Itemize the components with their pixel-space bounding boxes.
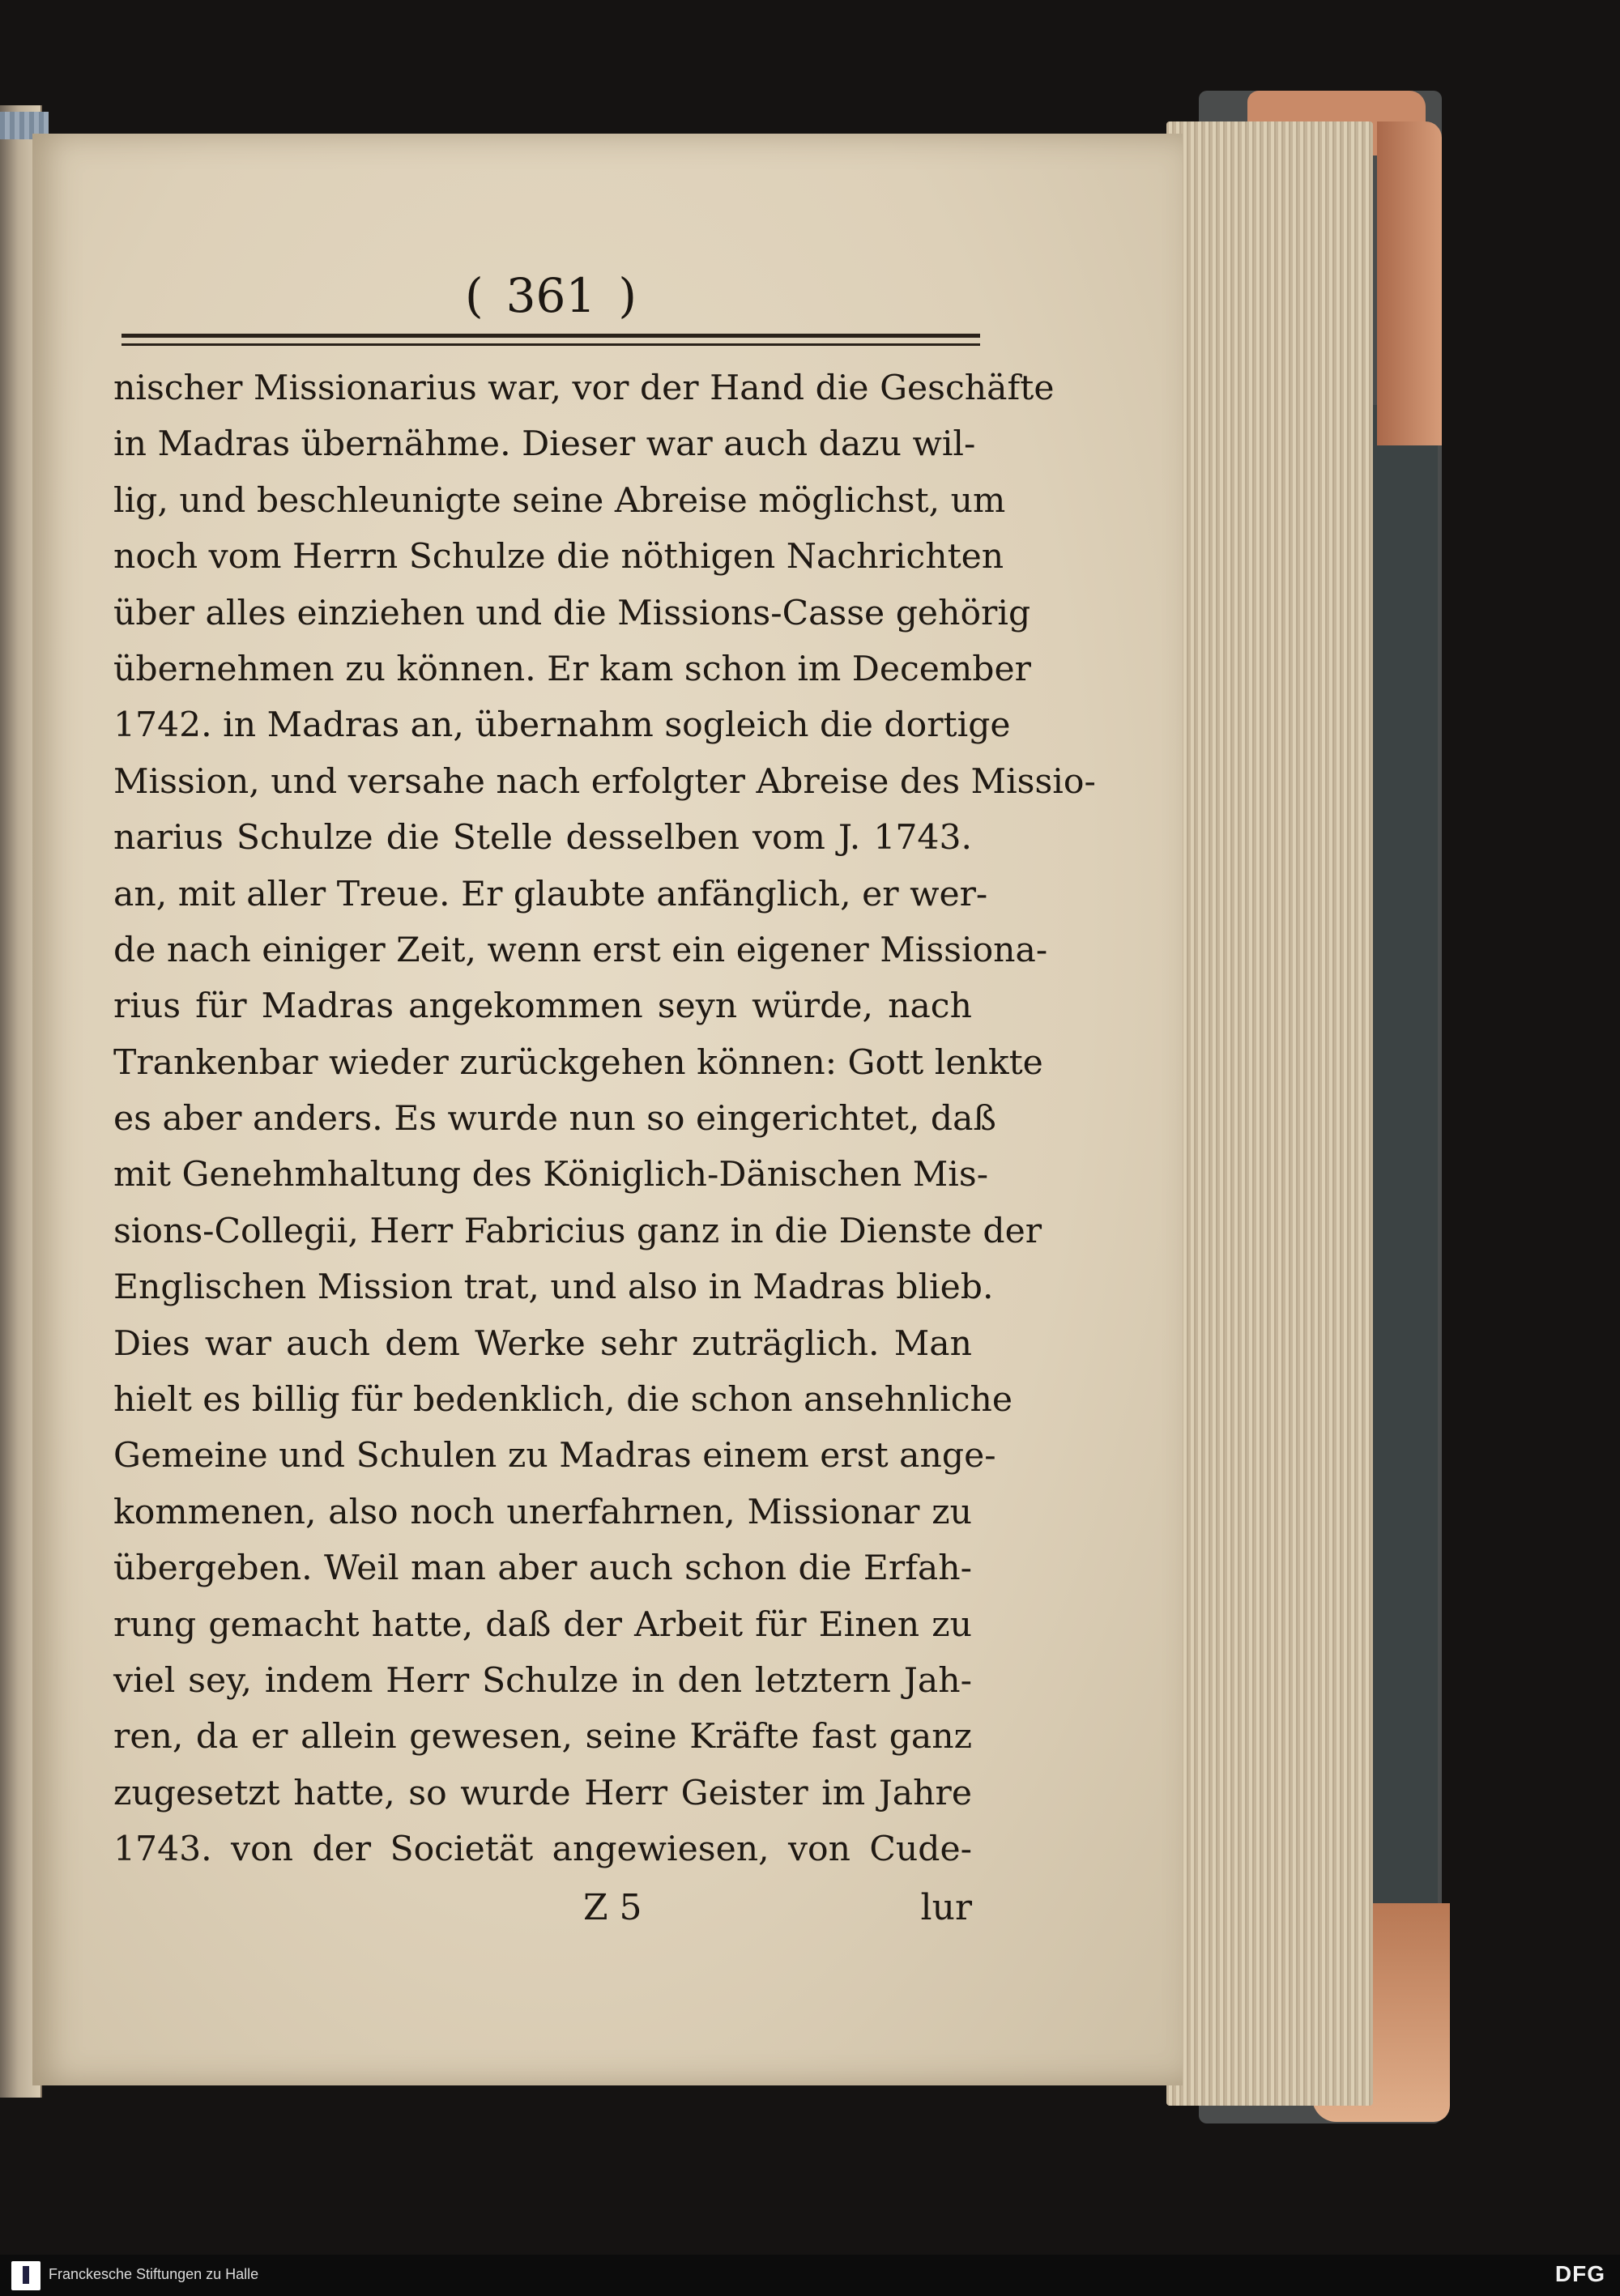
header-rule-thin (122, 343, 980, 346)
text-line: Englischen Mission trat, und also in Madras blieb. (113, 1267, 994, 1308)
text-line: viel sey, indem Herr Schulze in den letztern Jah- (113, 1660, 972, 1701)
text-line: übergeben. Weil man aber auch schon die Erfah- (113, 1548, 972, 1589)
text-line: de nach einiger Zeit, wenn erst ein eigener Missiona- (113, 930, 1048, 970)
institution-name[interactable]: Franckesche Stiftungen zu Halle (49, 2266, 259, 2282)
leather-corner-top-right (1377, 121, 1442, 445)
text-line: 1743. von der Societät angewiesen, von Cude- (113, 1830, 972, 1870)
signature-mark: Z 5 (583, 1887, 642, 1928)
text-line: zugesetzt hatte, so wurde Herr Geister im Jahre (113, 1773, 972, 1813)
text-line: Gemeine und Schulen zu Madras einem erst ange- (113, 1436, 996, 1476)
text-line: Trankenbar wieder zurückgehen können: Gott lenkte (113, 1042, 1043, 1083)
catchword: lur (920, 1887, 972, 1928)
text-line: Mission, und versahe nach erfolgter Abreise des Missio- (113, 761, 1096, 802)
header-open-paren: ( (465, 268, 484, 323)
text-line: sions-Collegii, Herr Fabricius ganz in die Dienste der (113, 1211, 1042, 1251)
page-number: 361 (505, 268, 596, 323)
page-header (122, 259, 980, 332)
viewer-footer-bar (0, 2255, 1620, 2296)
text-line: über alles einziehen und die Missions-Casse gehörig (113, 593, 1031, 633)
header-rule (122, 334, 980, 338)
text-line: mit Genehmhaltung des Königlich-Dänischen Mis- (113, 1155, 989, 1195)
text-line: rius für Madras angekommen seyn würde, nach (113, 986, 972, 1027)
text-line: kommenen, also noch unerfahrnen, Missionar zu (113, 1492, 972, 1532)
text-line: narius Schulze die Stelle desselben vom J. 1743. (113, 818, 972, 858)
text-line: ren, da er allein gewesen, seine Kräfte fast ganz (113, 1717, 972, 1757)
text-line: in Madras übernähme. Dieser war auch dazu wil- (113, 424, 976, 465)
text-line: rung gemacht hatte, daß der Arbeit für Einen zu (113, 1604, 972, 1645)
franckesche-stiftungen-logo-icon[interactable] (11, 2261, 40, 2290)
page-footer (113, 1887, 972, 1944)
header-close-paren: ) (618, 268, 637, 323)
text-line: nischer Missionarius war, vor der Hand die Geschäfte (113, 368, 1055, 408)
text-line: übernehmen zu können. Er kam schon im December (113, 649, 1031, 689)
page-block-edge (1166, 121, 1373, 2106)
dfg-logo[interactable]: DFG (1554, 2261, 1605, 2286)
text-line: es aber anders. Es wurde nun so eingerichtet, daß (113, 1099, 996, 1139)
text-line: an, mit aller Treue. Er glaubte anfänglich, er wer- (113, 874, 988, 914)
text-line: Dies war auch dem Werke sehr zuträglich. Man (113, 1323, 972, 1364)
cover-cloth (1369, 405, 1438, 1944)
text-line: 1742. in Madras an, übernahm sogleich die dortige (113, 705, 1011, 746)
text-line: hielt es billig für bedenklich, die schon ansehnliche (113, 1380, 1013, 1421)
body-text (113, 360, 1096, 1878)
text-line: noch vom Herrn Schulze die nöthigen Nachrichten (113, 537, 1004, 577)
text-line: lig, und beschleunigte seine Abreise möglichst, um (113, 480, 1006, 521)
